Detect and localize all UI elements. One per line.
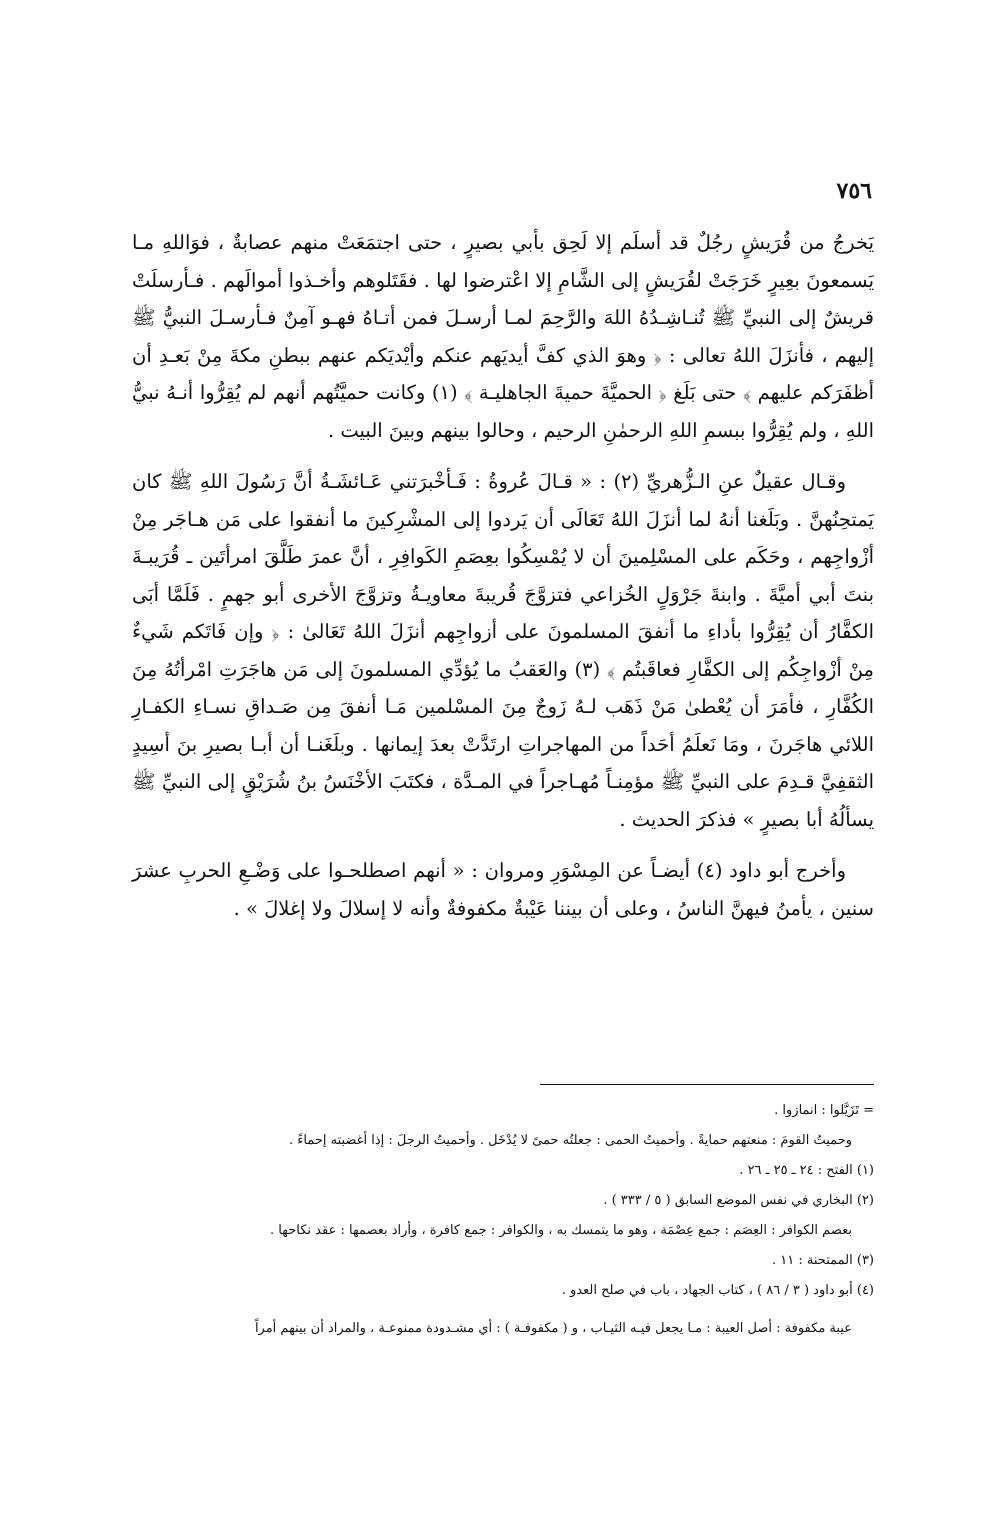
paragraph-2: وقـال عقيلٌ عنِ الـزُّهريِّ (٢) : « قـالَ عُروةُ : فَـأخْبرَتني عَـائشَـةُ أنَّ رَسُولَ اللهِ ﷺ كان يَمتحِنُهنَّ . وبَلَغنا أنهُ لما أنزَلَ اللهُ تَعَالَى أن يَردوا إلى المشْرِكينَ ما أنفقوا على مَن هـاجَر مِنْ أزْواجِهم ، وحَكَم على المسْلِمينَ أن لا يُمْسِكُوا بعِصَمِ الكَوافِرِ ، أنَّ عمرَ طَلَّقَ امرأتَين ـ قُرَيبـةَ بنتَ أبي أميَّةَ . وابنةَ جَرْوَلٍ الخُزاعي فتزوَّجَ قُريبةَ معاويـةُ وتزوَّجَ الأخرى أبو جهمٍ . فَلَمَّا أبَى الكفَّارُ أن يُقِرُّوا بأداءِ ما أنفقَ المسلمونَ على أزواجِهم أنزَلَ اللهُ تَعَالىٰ : ﴿ وإن فَاتَكم شَيءٌ مِنْ أزْواجِكُم إلى الكفَّارِ فعاقَبتُم ﴾ (٣) والعَقبُ ما يُؤدِّي المسلمونَ إلى مَن هاجَرَتِ امْرأتُهُ مِنَ الكُفَّارِ ، فأمَرَ أن يُعْطىٰ مَنْ ذَهَب لـهُ زَوجٌ مِنَ المسْلمين مَـا أنفقَ مِن صَـداقِ نسـاءِ الكفـارِ اللائي هاجَرنَ ، ومَا نَعلَمُ أحَداً من المهاجراتِ ارتَدَّتْ بعدَ إيمانها . وبلَغَنـا أن أبـا بصيرِ بنَ أسِيدٍ الثقفِيَّ قـدِمَ على النبيِّ ﷺ مؤمِنـاً مُهـاجراً في المـدَّة ، فكتَبَ الأخْنَسُ بنُ شُرَيْقٍ إلى النبيِّ ﷺ يسألُهُ أبا بصيرٍ » فذكرَ الحديث .: [132, 470, 874, 831]
main-text: [132, 224, 874, 927]
footnote-2: (٢) البخاري في نفس الموضع السابق ( ٥ / ٣٣٣ ) .: [603, 1193, 874, 1208]
footnote-4: (٤) أبو داود ( ٣ / ٨٦ ) ، كتاب الجهاد ، باب في صلح العدو .: [561, 1283, 874, 1298]
footnote-gloss-ayba: عيبة مكفوفة : أصل العيبة : مـا يجعل فيـه الثيـاب ، و ( مكفوفـة ) : أي مشـدودة ممنوعـة ، والمراد أن بينهم أمراً: [254, 1321, 852, 1336]
footnote-gloss-isam: بعصم الكوافر : العِصَم : جمع عِصْمَة ، وهو ما يتمسك به ، والكوافر : جمع كافرة ، وأراد بعصمها : عقد نكاحها .: [270, 1223, 852, 1238]
footnote-gloss-hamiyya: وحميتُ القومَ : منعتهم حمايةً . وأحميتُ الحمى : جعلتُه حمىً لا يُدْخَل . وأحميتُ الرجلَ : إذا أغضبته إحماءً .: [288, 1133, 852, 1148]
paragraph-1: يَخرجُ من قُرَيشٍ رجُلٌ قد أسلَم إلا لَحِق بأبي بصيرٍ ، حتى اجتمَعَتْ منهم عصابةٌ ، فوَاللهِ مـا يَسمعونَ بعِيرٍ خَرَجَتْ لقُرَيشٍ إلى الشَّامِ إلا اعْترضوا لها . فقَتَلوهم وأخـذوا أموالَهم . فـأرسلَتْ قريشٌ إلى النبيِّ ﷺ تُنـاشِـدُهُ اللهَ والرَّحِمَ لمـا أرسـلَ فمن أتـاهُ فهـو آمِنٌ فـأرسـلَ النبيُّ ﷺ إليهم ، فأنزَلَ اللهُ تعالى : ﴿ وهوَ الذي كفَّ أيديَهم عنكم وأيْديَكم عنهم ببطنِ مكةَ مِنْ بَعـدِ أن أظفَرَكم عليهم ﴾ حتى بَلَغ ﴿ الحميَّةَ حميةَ الجاهليـة ﴾ (١) وكانت حميَّتُهم أنهم لم يُقِرُّوا أنـهُ نبيُّ اللهِ ، ولم يُقِرُّوا ببسمِ اللهِ الرحمٰنِ الرحيم ، وحالوا بينهم وبينَ البيت .: [132, 231, 875, 442]
footnote-continuation: = تَزَيَّلوا : انمازوا .: [774, 1103, 874, 1118]
footnotes: [150, 1096, 874, 1344]
paragraph-3: وأخرج أبو داود (٤) أيضـاً عن المِسْوَرِ ومروان : « أنهم اصطلحـوا على وَضْـعِ الحربِ عشرَ سنين ، يأمنُ فيهنَّ الناسُ ، وعلى أن بيننا عَيْبةٌ مكفوفةٌ وأنه لا إسلالَ ولا إغلالَ » .: [132, 859, 874, 920]
footnote-divider: [540, 1084, 874, 1085]
footnote-3: (٣) الممتحنة : ١١ .: [772, 1253, 874, 1268]
footnote-1: (١) الفتح : ٢٤ ـ ٢٥ ـ ٢٦ .: [739, 1163, 874, 1178]
page-number: ٧٥٦: [836, 178, 872, 204]
